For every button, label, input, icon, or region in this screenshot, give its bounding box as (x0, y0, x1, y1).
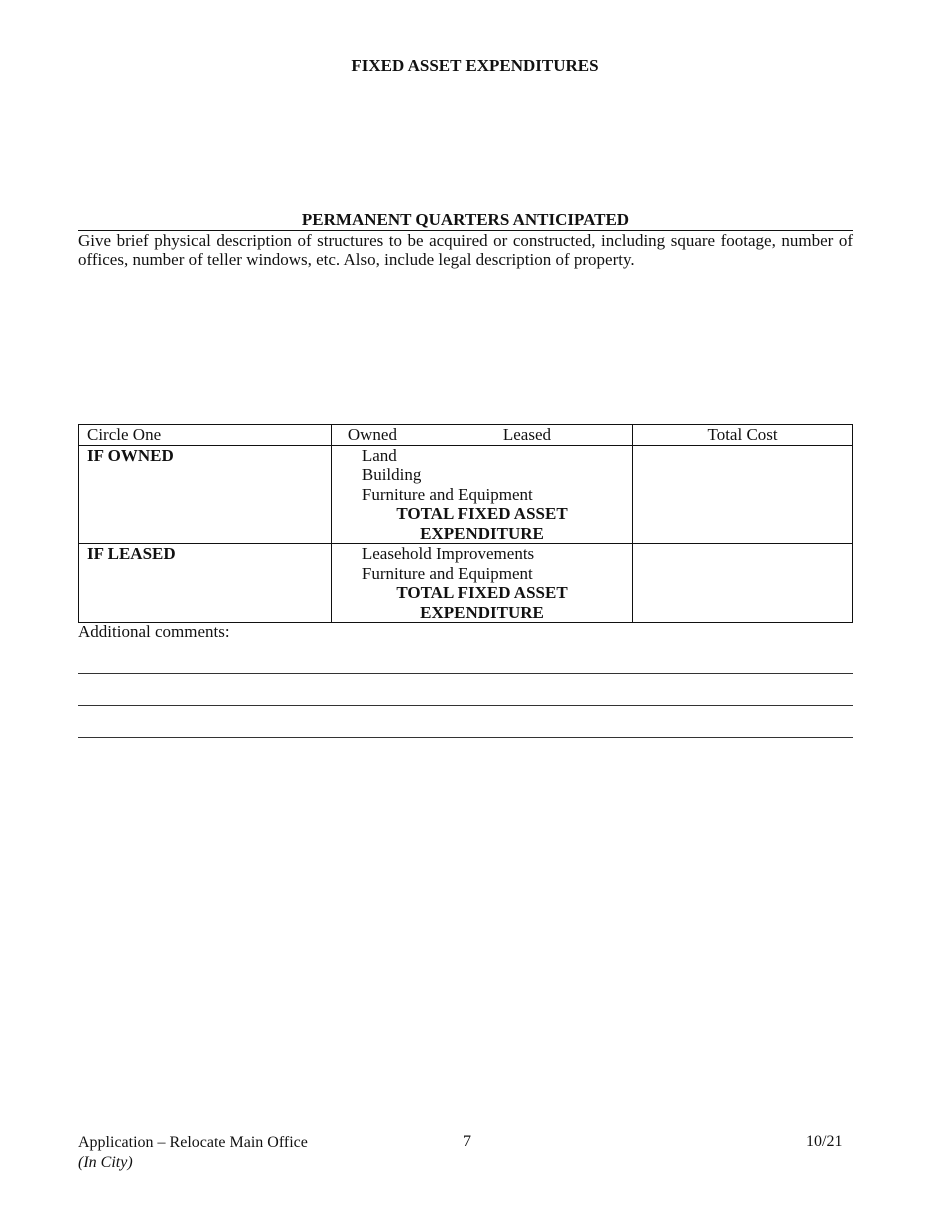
comment-line-1[interactable] (78, 673, 853, 674)
owned-total-cost-field[interactable] (633, 445, 853, 544)
comments-label: Additional comments: (78, 622, 230, 641)
footer-form-subtitle: (In City) (78, 1154, 133, 1171)
footer-form-name (78, 1133, 308, 1173)
leased-total-label-line1: TOTAL FIXED ASSET (396, 583, 568, 602)
section-heading: PERMANENT QUARTERS ANTICIPATED (78, 210, 853, 231)
owned-total-label-line1: TOTAL FIXED ASSET (396, 504, 568, 523)
comment-line-3[interactable] (78, 737, 853, 738)
table-row-owned (79, 445, 853, 544)
instructions-text: Give brief physical description of structures to be acquired or constructed, including square footage, number of offices, number of teller windows, etc. Also, include legal description of property. (78, 231, 853, 269)
leased-items-cell (331, 544, 632, 623)
footer-form-title: Application – Relocate Main Office (78, 1134, 308, 1151)
owned-item-furniture: Furniture and Equipment (361, 484, 533, 504)
expenditure-table (78, 424, 853, 623)
leased-item-furniture: Furniture and Equipment (361, 563, 533, 583)
revision-date: 10/21 (806, 1133, 843, 1150)
owned-item-land: Land (361, 445, 397, 465)
owned-items-cell (331, 445, 632, 544)
owned-option[interactable]: Owned (347, 425, 397, 444)
ownership-choice-cell (331, 425, 632, 446)
page-number: 7 (463, 1133, 471, 1150)
owned-item-building: Building (361, 465, 422, 484)
comment-line-2[interactable] (78, 705, 853, 706)
circle-one-header: Circle One (79, 425, 332, 446)
owned-total-label-line2: EXPENDITURE (420, 523, 544, 543)
table-row-leased (79, 544, 853, 623)
leased-option[interactable]: Leased (502, 425, 551, 444)
page-title: FIXED ASSET EXPENDITURES (351, 56, 599, 75)
leased-row-label: IF LEASED (79, 544, 332, 623)
owned-row-label: IF OWNED (79, 445, 332, 544)
leased-item-improvements: Leasehold Improvements (361, 544, 535, 563)
leased-total-cost-field[interactable] (633, 544, 853, 623)
table-header-row (79, 425, 853, 446)
leased-total-label-line2: EXPENDITURE (420, 602, 544, 622)
total-cost-header: Total Cost (633, 425, 853, 446)
